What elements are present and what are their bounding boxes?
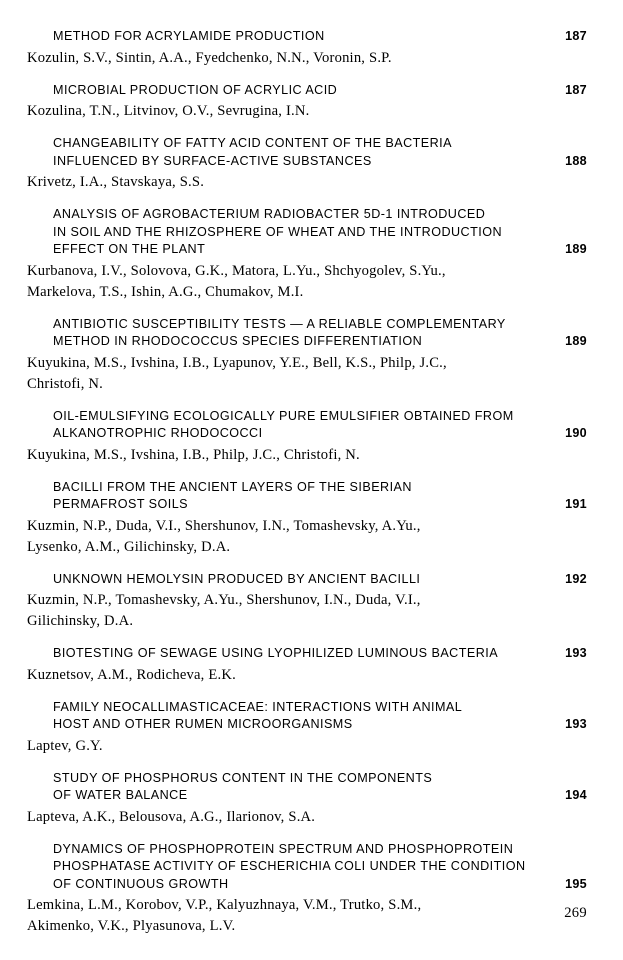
toc-entry-title (53, 770, 587, 805)
toc-entry[interactable] (0, 699, 623, 757)
toc-title-line: OF CONTINUOUS GROWTH (53, 876, 229, 891)
toc-entry-authors (27, 261, 587, 303)
toc-entry-authors (27, 172, 587, 193)
toc-author-line: Lapteva, A.K., Belousova, A.G., Ilarionov, S.A. (27, 808, 316, 825)
toc-entry[interactable] (0, 645, 623, 686)
toc-author-line: Lysenko, A.M., Gilichinsky, D.A. (27, 538, 231, 555)
toc-entry-title (53, 699, 587, 734)
toc-page-number[interactable]: 187 (565, 29, 587, 43)
toc-entry-title (53, 571, 587, 589)
toc-author-line: Kuyukina, M.S., Ivshina, I.B., Philp, J.C., Christofi, N. (27, 446, 360, 463)
toc-entry[interactable] (0, 770, 623, 828)
toc-author-line: Kozulin, S.V., Sintin, A.A., Fyedchenko, N.N., Voronin, S.P. (27, 49, 392, 66)
toc-title-line: BIOTESTING OF SEWAGE USING LYOPHILIZED LUMINOUS BACTERIA (53, 646, 499, 660)
toc-entry-authors (27, 516, 587, 558)
toc-page-number[interactable]: 193 (565, 717, 587, 731)
toc-page-number[interactable]: 189 (565, 334, 587, 348)
toc-title-line: HOST AND OTHER RUMEN MICROORGANISMS (53, 717, 353, 731)
toc-entry-title (53, 645, 587, 663)
toc-author-line: Kuzmin, N.P., Duda, V.I., Shershunov, I.N., Tomashevsky, A.Yu., (27, 517, 421, 534)
toc-title-line: DYNAMICS OF PHOSPHOPROTEIN SPECTRUM AND PHOSPHOPROTEIN (53, 841, 514, 856)
toc-author-line: Krivetz, I.A., Stavskaya, S.S. (27, 174, 205, 190)
toc-title-line: FAMILY NEOCALLIMASTICACEAE: INTERACTIONS WITH ANIMAL (53, 699, 463, 714)
toc-entry-authors (27, 807, 587, 828)
toc-title-line: PHOSPHATASE ACTIVITY OF ESCHERICHIA COLI UNDER THE CONDITION (53, 859, 526, 873)
toc-entry[interactable] (0, 408, 623, 466)
toc-entry[interactable] (0, 206, 623, 303)
toc-entry-title (53, 841, 587, 894)
toc-page-number[interactable]: 195 (565, 876, 587, 891)
toc-entry-authors (27, 736, 587, 757)
toc-entry-authors (27, 353, 587, 395)
toc-entry-title (53, 316, 587, 351)
toc-entry-title (53, 82, 587, 100)
toc-title-line: INFLUENCED BY SURFACE-ACTIVE SUBSTANCES (53, 153, 372, 168)
toc-entry-title (53, 408, 587, 443)
toc-page-number[interactable]: 188 (565, 153, 587, 168)
toc-entry-title (53, 28, 587, 46)
toc-title-line: STUDY OF PHOSPHORUS CONTENT IN THE COMPONENTS (53, 770, 433, 785)
toc-page-number[interactable]: 189 (565, 242, 587, 256)
toc-entry[interactable] (0, 28, 623, 69)
toc-title-line: ALKANOTROPHIC RHODOCOCCI (53, 426, 263, 440)
page-folio: 269 (564, 905, 587, 921)
toc-page-number[interactable]: 191 (565, 497, 587, 511)
toc-entry[interactable] (0, 841, 623, 938)
toc-entry[interactable] (0, 571, 623, 633)
toc-author-line: Gilichinsky, D.A. (27, 613, 134, 629)
toc-entry-authors (27, 445, 587, 466)
toc-author-line: Kozulina, T.N., Litvinov, O.V., Sevrugina, I.N. (27, 103, 310, 119)
toc-entry-title (53, 135, 587, 170)
toc-author-line: Kuzmin, N.P., Tomashevsky, A.Yu., Shershunov, I.N., Duda, V.I., (27, 592, 421, 608)
toc-entry-title (53, 206, 587, 259)
toc-title-line: CHANGEABILITY OF FATTY ACID CONTENT OF THE BACTERIA (53, 136, 452, 150)
toc-title-line: EFFECT ON THE PLANT (53, 242, 206, 256)
toc-entry-authors (27, 665, 587, 686)
toc-author-line: Kuznetsov, A.M., Rodicheva, E.K. (27, 666, 236, 683)
toc-author-line: Christofi, N. (27, 375, 103, 392)
toc-entry[interactable] (0, 316, 623, 395)
toc-author-line: Kuyukina, M.S., Ivshina, I.B., Lyapunov, Y.E., Bell, K.S., Philp, J.C., (27, 354, 447, 371)
table-of-contents (0, 28, 623, 950)
toc-title-line: BACILLI FROM THE ANCIENT LAYERS OF THE SIBERIAN (53, 479, 412, 494)
toc-title-line: METHOD FOR ACRYLAMIDE PRODUCTION (53, 29, 325, 43)
toc-author-line: Laptev, G.Y. (27, 737, 103, 754)
toc-entry-title (53, 479, 587, 514)
toc-title-line: UNKNOWN HEMOLYSIN PRODUCED BY ANCIENT BACILLI (53, 571, 421, 586)
toc-entry[interactable] (0, 479, 623, 558)
toc-author-line: Akimenko, V.K., Plyasunova, L.V. (27, 918, 236, 934)
toc-title-line: ANALYSIS OF AGROBACTERIUM RADIOBACTER 5D-1 INTRODUCED (53, 207, 486, 221)
toc-page-number[interactable]: 190 (565, 426, 587, 440)
toc-title-line: PERMAFROST SOILS (53, 497, 189, 511)
toc-page-number[interactable]: 187 (565, 82, 587, 97)
toc-page-number[interactable]: 194 (565, 788, 587, 802)
toc-entry-authors (27, 101, 587, 122)
toc-title-line: ANTIBIOTIC SUSCEPTIBILITY TESTS — A RELIABLE COMPLEMENTARY (53, 316, 506, 331)
toc-entry-authors (27, 895, 587, 937)
toc-title-line: OF WATER BALANCE (53, 788, 188, 802)
toc-entry[interactable] (0, 135, 623, 193)
toc-entry-authors (27, 48, 587, 69)
toc-title-line: IN SOIL AND THE RHIZOSPHERE OF WHEAT AND THE INTRODUCTION (53, 224, 502, 239)
toc-page-number[interactable]: 193 (565, 646, 587, 660)
toc-author-line: Markelova, T.S., Ishin, A.G., Chumakov, M.I. (27, 283, 304, 300)
toc-author-line: Kurbanova, I.V., Solovova, G.K., Matora, L.Yu., Shchyogolev, S.Yu., (27, 262, 446, 279)
toc-entry[interactable] (0, 82, 623, 123)
toc-author-line: Lemkina, L.M., Korobov, V.P., Kalyuzhnaya, V.M., Trutko, S.M., (27, 897, 422, 913)
toc-title-line: MICROBIAL PRODUCTION OF ACRYLIC ACID (53, 82, 338, 97)
toc-page-number[interactable]: 192 (565, 571, 587, 586)
toc-entry-authors (27, 590, 587, 632)
toc-title-line: OIL-EMULSIFYING ECOLOGICALLY PURE EMULSIFIER OBTAINED FROM (53, 408, 514, 423)
toc-title-line: METHOD IN RHODOCOCCUS SPECIES DIFFERENTIATION (53, 334, 423, 348)
